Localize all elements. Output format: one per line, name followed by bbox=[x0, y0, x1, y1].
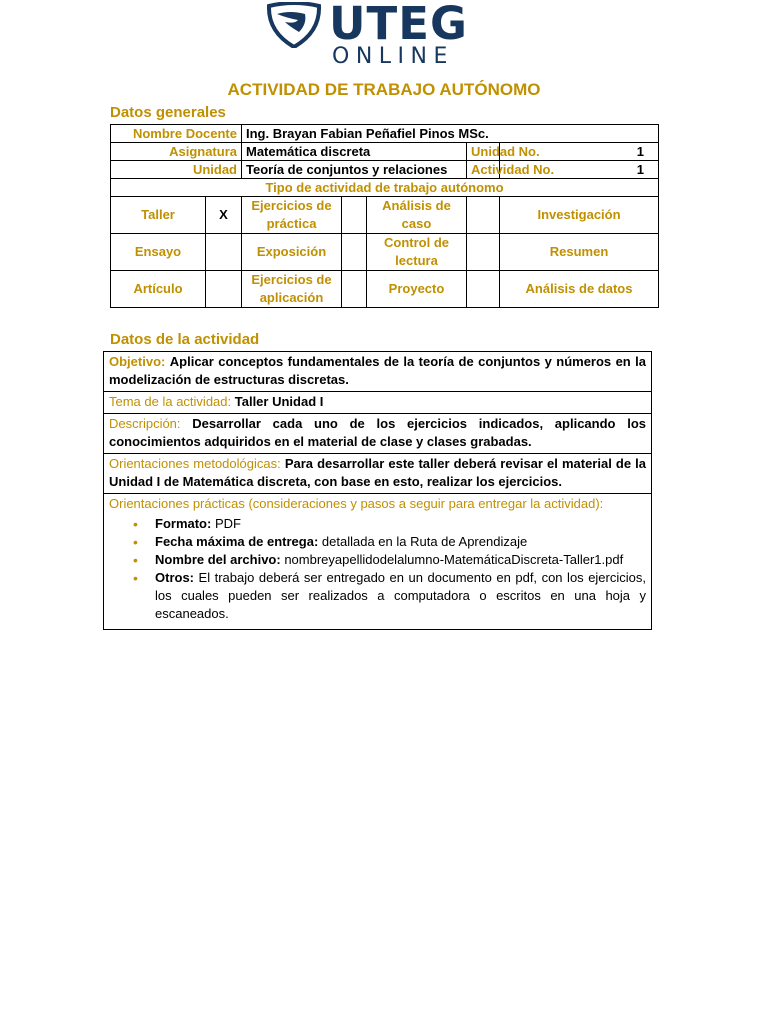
metodologicas-value: Para desarrollar este taller deberá revisar el material de la Unidad I de Matemática discreta, con base en esto, realizar los ejercicios. bbox=[109, 456, 646, 489]
tema-row bbox=[104, 392, 651, 414]
document-title: ACTIVIDAD DE TRABAJO AUTÓNOMO bbox=[227, 80, 541, 99]
docente-value: Ing. Brayan Fabian Peñafiel Pinos MSc. bbox=[242, 125, 659, 143]
uteg-logo bbox=[265, 2, 475, 70]
general-heading: Datos generales bbox=[110, 104, 226, 121]
bullet-icon: • bbox=[133, 552, 138, 568]
type-cell: Exposición bbox=[242, 234, 342, 271]
type-mark bbox=[467, 271, 500, 308]
table-row bbox=[111, 179, 659, 197]
type-mark bbox=[467, 234, 500, 271]
bullet-icon: • bbox=[133, 516, 138, 532]
objetivo-value: Aplicar conceptos fundamentales de la teoría de conjuntos y números en la modelización de estructuras discretas. bbox=[109, 354, 646, 387]
table-row bbox=[111, 143, 659, 161]
activity-type-row bbox=[111, 197, 659, 234]
type-cell: Análisis de caso bbox=[367, 197, 467, 234]
unidad-no-value: 1 bbox=[500, 143, 659, 161]
type-cell: Ejercicios de práctica bbox=[242, 197, 342, 234]
table-row bbox=[111, 161, 659, 179]
item-text: detallada en la Ruta de Aprendizaje bbox=[321, 534, 528, 549]
shield-icon bbox=[265, 2, 323, 48]
descripcion-value: Desarrollar cada uno de los ejercicios indicados, aplicando los conocimientos adquiridos en el material de clase y clases grabadas. bbox=[109, 416, 646, 449]
activity-type-row bbox=[111, 271, 659, 308]
type-cell: Ensayo bbox=[111, 234, 206, 271]
item-text: El trabajo deberá ser entregado en un documento en pdf, con los ejercicios, los cuales pueden ser realizados a computadora o escritos en una hoja y escaneados. bbox=[155, 570, 646, 621]
practicas-label: Orientaciones prácticas (consideraciones y pasos a seguir para entregar la actividad): bbox=[109, 496, 604, 511]
unidad-no-label: Unidad No. bbox=[467, 143, 500, 161]
type-cell: Control de lectura bbox=[367, 234, 467, 271]
objetivo-row bbox=[104, 352, 651, 392]
actividad-no-label: Actividad No. bbox=[467, 161, 500, 179]
type-mark bbox=[342, 234, 367, 271]
general-table bbox=[110, 124, 659, 308]
bullet-icon: • bbox=[133, 534, 138, 550]
asignatura-label: Asignatura bbox=[111, 143, 242, 161]
type-mark bbox=[342, 197, 367, 234]
asignatura-value: Matemática discreta bbox=[242, 143, 467, 161]
tema-label: Tema de la actividad: bbox=[109, 394, 232, 409]
descripcion-row bbox=[104, 414, 651, 454]
objetivo-label: Objetivo: bbox=[109, 354, 166, 369]
type-mark bbox=[206, 234, 242, 271]
table-row bbox=[111, 125, 659, 143]
unidad-label: Unidad bbox=[111, 161, 242, 179]
item-label: Nombre del archivo: bbox=[155, 552, 281, 567]
practicas-row bbox=[104, 494, 651, 629]
item-text: nombreyapellidodelalumno-MatemáticaDiscreta-Taller1.pdf bbox=[284, 552, 624, 567]
tema-value: Taller Unidad I bbox=[234, 394, 324, 409]
list-item bbox=[133, 515, 646, 533]
type-mark: X bbox=[206, 197, 242, 234]
practicas-list bbox=[109, 515, 646, 623]
actividad-no-value: 1 bbox=[500, 161, 659, 179]
metodologicas-row bbox=[104, 454, 651, 494]
logo-subtitle: ONLINE bbox=[332, 44, 454, 69]
metodologicas-label: Orientaciones metodológicas: bbox=[109, 456, 281, 471]
type-mark bbox=[206, 271, 242, 308]
type-cell: Artículo bbox=[111, 271, 206, 308]
type-cell: Proyecto bbox=[367, 271, 467, 308]
type-cell: Análisis de datos bbox=[500, 271, 659, 308]
docente-label: Nombre Docente bbox=[111, 125, 242, 143]
type-mark bbox=[467, 197, 500, 234]
type-cell: Resumen bbox=[500, 234, 659, 271]
bullet-icon: • bbox=[133, 570, 138, 586]
descripcion-label: Descripción: bbox=[109, 416, 181, 431]
list-item bbox=[133, 569, 646, 623]
tipo-heading: Tipo de actividad de trabajo autónomo bbox=[111, 179, 659, 197]
activity-heading: Datos de la actividad bbox=[110, 331, 260, 348]
type-cell: Investigación bbox=[500, 197, 659, 234]
logo-brand: UTEG bbox=[329, 0, 468, 50]
unidad-value: Teoría de conjuntos y relaciones bbox=[242, 161, 467, 179]
activity-box bbox=[103, 351, 652, 630]
type-mark bbox=[342, 271, 367, 308]
type-cell: Taller bbox=[111, 197, 206, 234]
type-cell: Ejercicios de aplicación bbox=[242, 271, 342, 308]
item-label: Formato: bbox=[155, 516, 212, 531]
activity-type-row bbox=[111, 234, 659, 271]
item-label: Otros: bbox=[155, 570, 194, 585]
item-text: PDF bbox=[214, 516, 241, 531]
list-item bbox=[133, 551, 646, 569]
item-label: Fecha máxima de entrega: bbox=[155, 534, 319, 549]
list-item bbox=[133, 533, 646, 551]
